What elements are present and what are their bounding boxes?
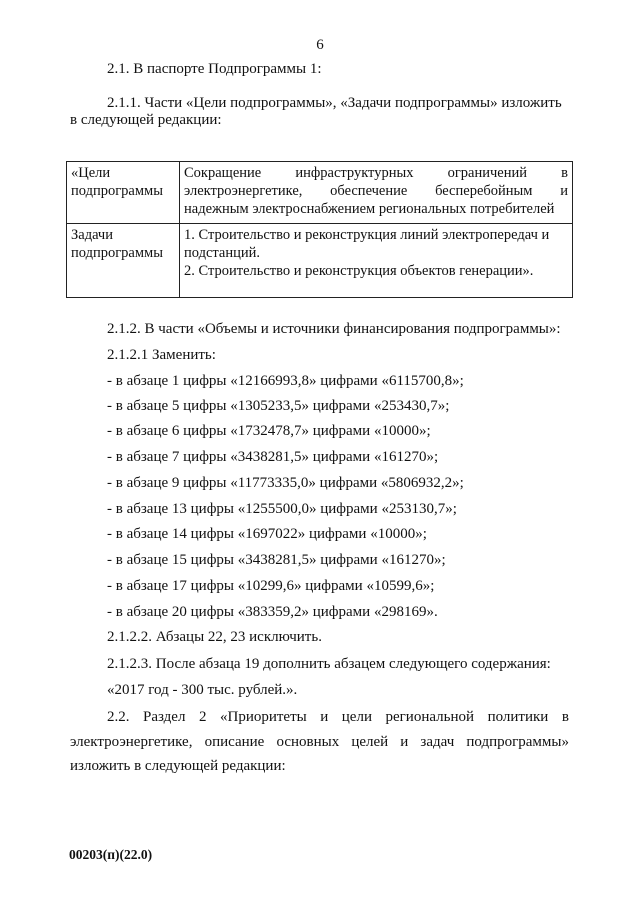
section-2-1-2-3: 2.1.2.3. После абзаца 19 дополнить абзацем следующего содержания: [107,656,551,672]
table-row [67,162,573,224]
word: задач [420,734,455,750]
section-2-2-line1 [107,708,569,726]
heading-line: «Цели [71,165,111,181]
heading-line: Задачи [71,227,113,243]
replacement-item: - в абзаце 13 цифры «1255500,0» цифрами «253130,7»; [107,501,457,517]
table-row [67,224,573,298]
replacement-item: - в абзаце 17 цифры «10299,6» цифрами «10599,6»; [107,578,435,594]
word: подпрограммы» [466,734,569,750]
content-line: подстанций. [184,245,261,261]
section-2-1-2-2: 2.1.2.2. Абзацы 22, 23 исключить. [107,629,322,645]
word: электроэнергетике, [70,734,193,750]
section-2-1-2-1: 2.1.2.1 Заменить: [107,347,216,363]
section-2-2-line3: изложить в следующей редакции: [70,758,286,774]
section-2-1: 2.1. В паспорте Подпрограммы 1: [107,61,322,77]
word: региональной [385,709,475,725]
word: и [320,709,329,725]
word: и [400,734,409,750]
table-row-heading [67,162,180,224]
replacement-item: - в абзаце 7 цифры «3438281,5» цифрами «161270»; [107,449,439,465]
word: политики [487,709,549,725]
heading-line: подпрограммы [71,245,163,261]
passport-table [66,161,573,298]
replacement-item: - в абзаце 15 цифры «3438281,5» цифрами «161270»; [107,552,446,568]
word: описание [204,734,265,750]
word: «Приоритеты [219,709,307,725]
section-2-1-2: 2.1.2. В части «Объемы и источники финансирования подпрограммы»: [107,321,561,337]
word: основных [276,734,340,750]
replacement-item: - в абзаце 9 цифры «11773335,0» цифрами «5806932,2»; [107,475,464,491]
word: в [561,709,569,725]
table-row-content [180,224,573,298]
content-line: Сокращение инфраструктурных ограничений в [184,165,568,181]
section-2-1-1-line2: в следующей редакции: [70,112,222,128]
heading-line: подпрограммы [71,183,163,199]
replacement-item: - в абзаце 20 цифры «383359,2» цифрами «298169». [107,604,438,620]
word: 2.2. [107,709,130,725]
content-line: 2. Строительство и реконструкция объектов генерации». [184,263,534,279]
content-line: электроэнергетике, обеспечение бесперебойным и [184,183,568,199]
word: 2 [198,709,207,725]
word: Раздел [143,709,186,725]
table-row-heading [67,224,180,298]
table-row-content [180,162,573,224]
replacement-item: - в абзаце 14 цифры «1697022» цифрами «10000»; [107,526,427,542]
replacement-item: - в абзаце 1 цифры «12166993,8» цифрами «6115700,8»; [107,373,464,389]
word: цели [341,709,372,725]
replacement-item: - в абзаце 6 цифры «1732478,7» цифрами «10000»; [107,423,431,439]
content-line: надежным электроснабжением региональных потребителей [184,201,555,217]
quote-2017: «2017 год - 300 тыс. рублей.». [107,682,298,698]
footer-code: 00203(п)(22.0) [69,847,153,862]
content-line: 1. Строительство и реконструкция линий электропередач и [184,227,550,243]
replacement-item: - в абзаце 5 цифры «1305233,5» цифрами «253430,7»; [107,398,450,414]
word: целей [351,734,389,750]
section-2-1-1-line1: 2.1.1. Части «Цели подпрограммы», «Задачи подпрограммы» изложить [107,95,562,111]
page-number: 6 [316,37,324,53]
section-2-2-line2 [70,733,569,751]
